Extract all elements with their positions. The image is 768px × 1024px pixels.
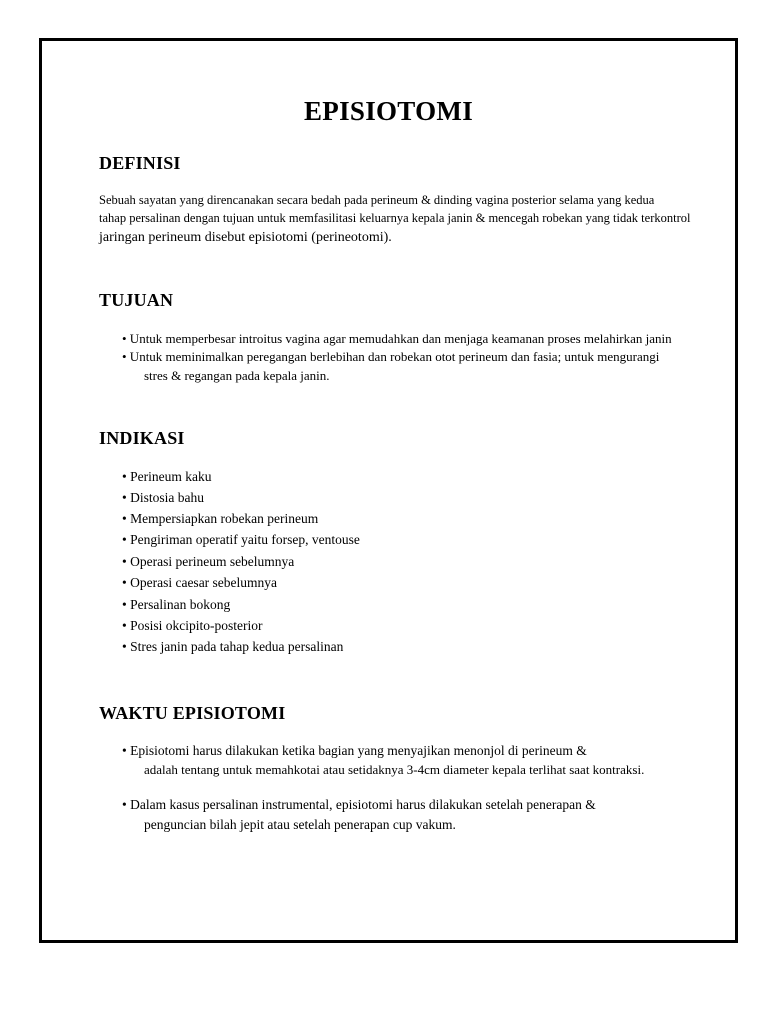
definisi-line-1: Sebuah sayatan yang direncanakan secara bedah pada perineum & dinding vagina posterior selama yang kedua [99, 193, 655, 207]
document-title: EPISIOTOMI [303, 96, 474, 126]
indikasi-item: • Distosia bahu [122, 490, 204, 505]
indikasi-item: • Persalinan bokong [122, 597, 231, 612]
waktu-item-1-continued: adalah tentang untuk memahkotai atau setidaknya 3-4cm diameter kepala terlihat saat kontraksi. [144, 762, 645, 777]
waktu-item-2: • Dalam kasus persalinan instrumental, episiotomi harus dilakukan setelah penerapan & [122, 797, 596, 812]
indikasi-item: • Operasi perineum sebelumnya [122, 554, 295, 569]
waktu-item-1: • Episiotomi harus dilakukan ketika bagian yang menyajikan menonjol di perineum & [122, 743, 587, 758]
indikasi-item: • Posisi okcipito-posterior [122, 618, 263, 633]
tujuan-item-2-continued: stres & regangan pada kepala janin. [144, 368, 330, 383]
heading-indikasi: INDIKASI [99, 428, 185, 448]
indikasi-item: • Stres janin pada tahap kedua persalinan [122, 639, 344, 654]
heading-waktu-episiotomi: WAKTU EPISIOTOMI [99, 703, 286, 723]
indikasi-item: • Perineum kaku [122, 469, 212, 484]
tujuan-item-2: • Untuk meminimalkan peregangan berlebihan dan robekan otot perineum dan fasia; untuk mengurangi [122, 349, 660, 364]
definisi-line-2: tahap persalinan dengan tujuan untuk memfasilitasi keluarnya kepala janin & mencegah robekan yang tidak terkontrol [99, 211, 691, 225]
tujuan-item-1: • Untuk memperbesar introitus vagina agar memudahkan dan menjaga keamanan proses melahirkan janin [122, 331, 672, 346]
indikasi-item: • Operasi caesar sebelumnya [122, 575, 278, 590]
indikasi-item: • Mempersiapkan robekan perineum [122, 511, 319, 526]
document-frame [39, 38, 738, 943]
indikasi-item: • Pengiriman operatif yaitu forsep, ventouse [122, 532, 360, 547]
definisi-line-3: jaringan perineum disebut episiotomi (perineotomi). [99, 230, 392, 245]
heading-definisi: DEFINISI [99, 153, 181, 173]
waktu-item-2-continued: penguncian bilah jepit atau setelah penerapan cup vakum. [144, 817, 456, 832]
heading-tujuan: TUJUAN [99, 290, 174, 310]
